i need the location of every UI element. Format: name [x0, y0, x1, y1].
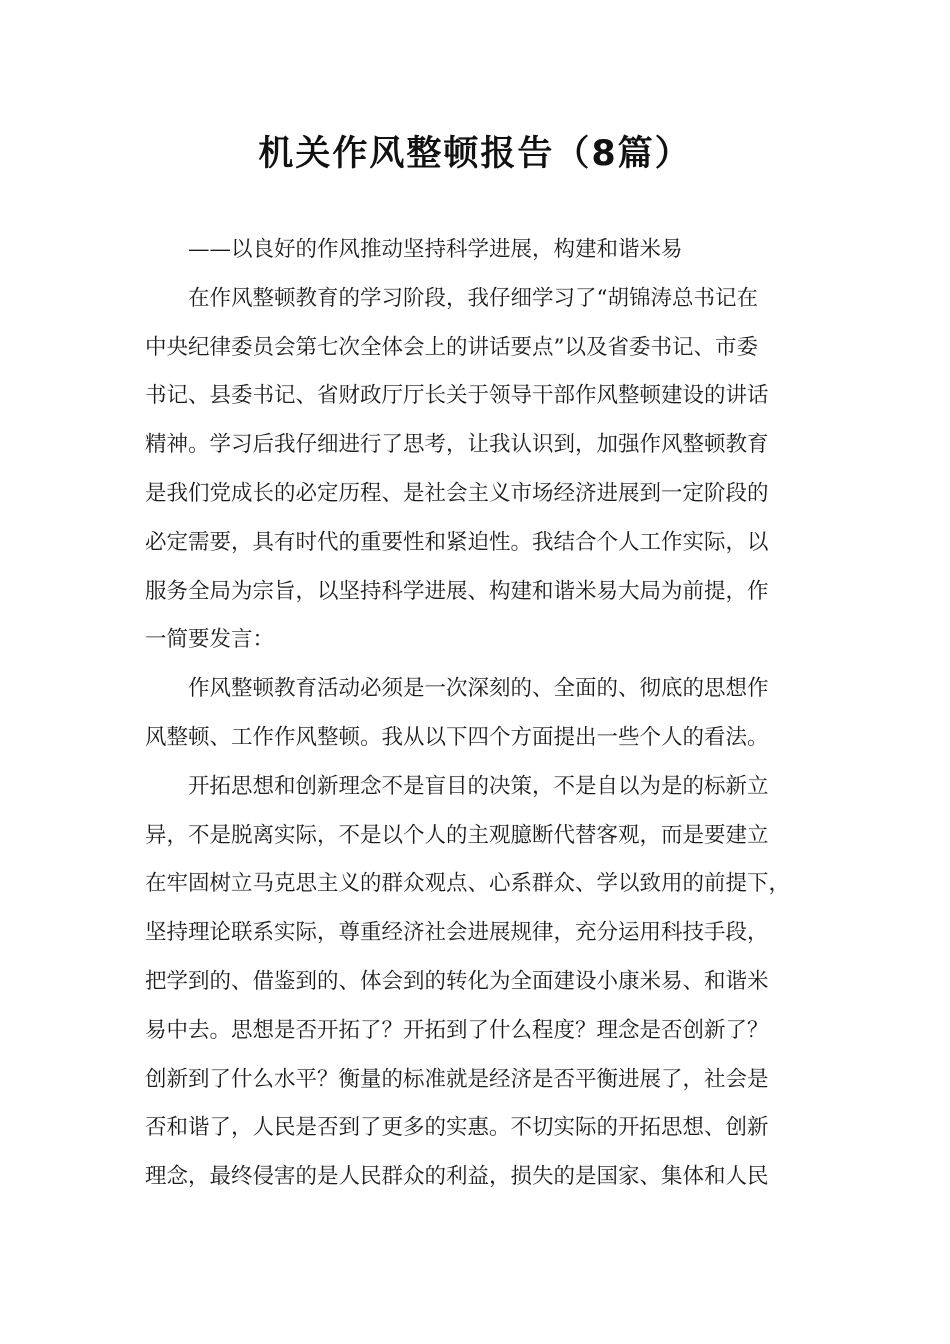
paragraph-1-line-8: 一简要发言： [145, 627, 275, 653]
paragraph-3-line-1: 开拓思想和创新理念不是盲目的决策，不是自以为是的标新立 [188, 773, 769, 799]
paragraph-3-line-2: 异，不是脱离实际，不是以个人的主观臆断代替客观，而是要建立 [145, 822, 769, 848]
paragraph-2-line-1: 作风整顿教育活动必须是一次深刻的、全面的、彻底的思想作 [188, 676, 769, 702]
document-subtitle: ——以良好的作风推动坚持科学进展，构建和谐米易 [188, 237, 683, 262]
document-body [145, 226, 811, 1202]
paragraph-3-line-5: 把学到的、借鉴到的、体会到的转化为全面建设小康米易、和谐米 [145, 968, 769, 994]
paragraph-3-line-8: 否和谐了，人民是否到了更多的实惠。不切实际的开拓思想、创新 [145, 1115, 769, 1141]
paragraph-1-line-7: 服务全局为宗旨，以坚持科学进展、构建和谐米易大局为前提，作 [145, 578, 769, 604]
paragraph-3-line-4: 坚持理论联系实际，尊重经济社会进展规律，充分运用科技手段， [145, 920, 769, 946]
paragraph-1-line-4: 精神。学习后我仔细进行了思考，让我认识到，加强作风整顿教育 [145, 432, 769, 458]
paragraph-3-line-7: 创新到了什么水平？衡量的标准就是经济是否平衡进展了，社会是 [145, 1066, 769, 1092]
paragraph-3-line-9: 理念，最终侵害的是人民群众的利益，损失的是国家、集体和人民 [145, 1164, 769, 1190]
paragraph-1-line-5: 是我们党成长的必定历程、是社会主义市场经济进展到一定阶段的 [145, 480, 769, 506]
paragraph-1-line-3: 书记、县委书记、省财政厅厅长关于领导干部作风整顿建设的讲话 [145, 383, 769, 409]
paragraph-3-line-3: 在牢固树立马克思主义的群众观点、心系群众、学以致用的前提下， [145, 871, 791, 897]
document-title: 机关作风整顿报告（8篇） [258, 134, 692, 174]
paragraph-2-line-2: 风整顿、工作作风整顿。我从以下四个方面提出一些个人的看法。 [145, 724, 769, 750]
paragraph-1-line-2: 中央纪律委员会第七次全体会上的讲话要点”以及省委书记、市委 [145, 334, 758, 360]
paragraph-3-line-6: 易中去。思想是否开拓了？开拓到了什么程度？理念是否创新了？ [145, 1017, 769, 1043]
paragraph-1-line-1: 在作风整顿教育的学习阶段，我仔细学习了“胡锦涛总书记在 [188, 285, 758, 311]
paragraph-1-line-6: 必定需要，具有时代的重要性和紧迫性。我结合个人工作实际，以 [145, 529, 769, 555]
